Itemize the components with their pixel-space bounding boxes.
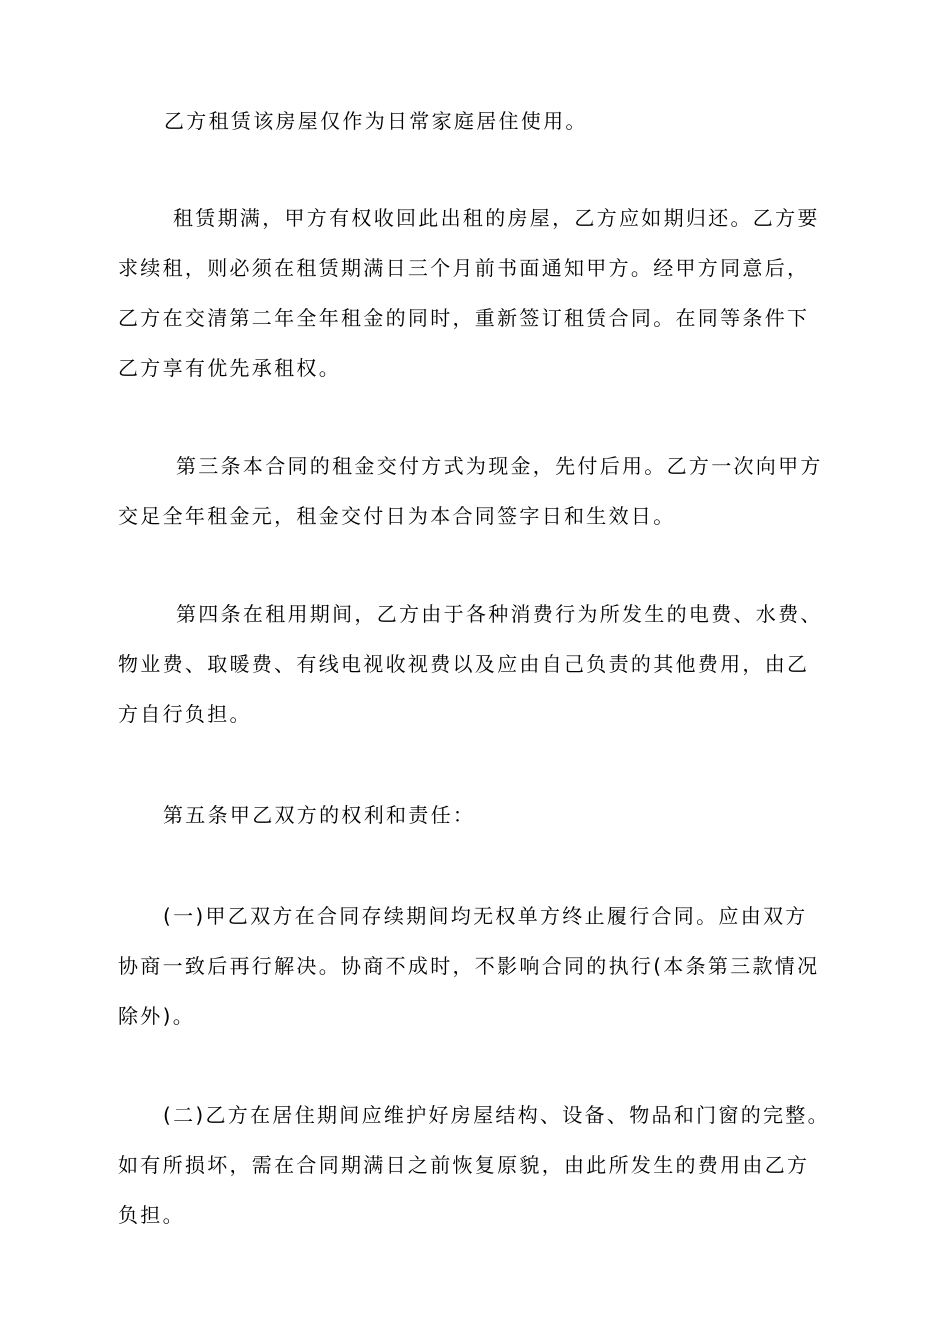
- text-line: 协商一致后再行解决。协商不成时，不影响合同的执行(本条第三款情况: [118, 954, 820, 978]
- text-line: 物业费、取暖费、有线电视收视费以及应由自己负责的其他费用，由乙: [118, 652, 810, 676]
- text-line: (一)甲乙双方在合同存续期间均无权单方终止履行合同。应由双方: [163, 904, 808, 928]
- text-line: 乙方享有优先承租权。: [118, 356, 341, 380]
- text-line: 如有所损坏，需在合同期满日之前恢复原貌，由此所发生的费用由乙方: [118, 1153, 810, 1177]
- text-line: 第三条本合同的租金交付方式为现金，先付后用。乙方一次向甲方: [176, 454, 823, 478]
- text-line: (二)乙方在居住期间应维护好房屋结构、设备、物品和门窗的完整。: [163, 1103, 830, 1127]
- text-line: 除外)。: [118, 1004, 196, 1028]
- text-line: 求续租，则必须在租赁期满日三个月前书面通知甲方。经甲方同意后，: [118, 256, 810, 280]
- paragraph-lease-expiry: [118, 193, 848, 393]
- paragraph-article-5-heading: [118, 790, 848, 840]
- paragraph-clause-1: [118, 891, 848, 1041]
- text-line: 负担。: [118, 1203, 185, 1227]
- paragraph-usage: [118, 96, 848, 146]
- text-line: 乙方在交清第二年全年租金的同时，重新签订租赁合同。在同等条件下: [118, 306, 810, 330]
- text-line: 方自行负担。: [118, 702, 252, 726]
- paragraph-clause-2: [118, 1090, 848, 1240]
- text-line: 第四条在租用期间，乙方由于各种消费行为所发生的电费、水费、: [176, 602, 823, 626]
- text-line: 交足全年租金元，租金交付日为本合同签字日和生效日。: [118, 504, 676, 528]
- text-line: 第五条甲乙双方的权利和责任：: [163, 803, 476, 827]
- text-line: 租赁期满，甲方有权收回此出租的房屋，乙方应如期归还。乙方要: [173, 206, 820, 230]
- paragraph-article-4: [118, 589, 848, 739]
- text-line: 乙方租赁该房屋仅作为日常家庭居住使用。: [164, 109, 588, 133]
- paragraph-article-3: [118, 441, 848, 541]
